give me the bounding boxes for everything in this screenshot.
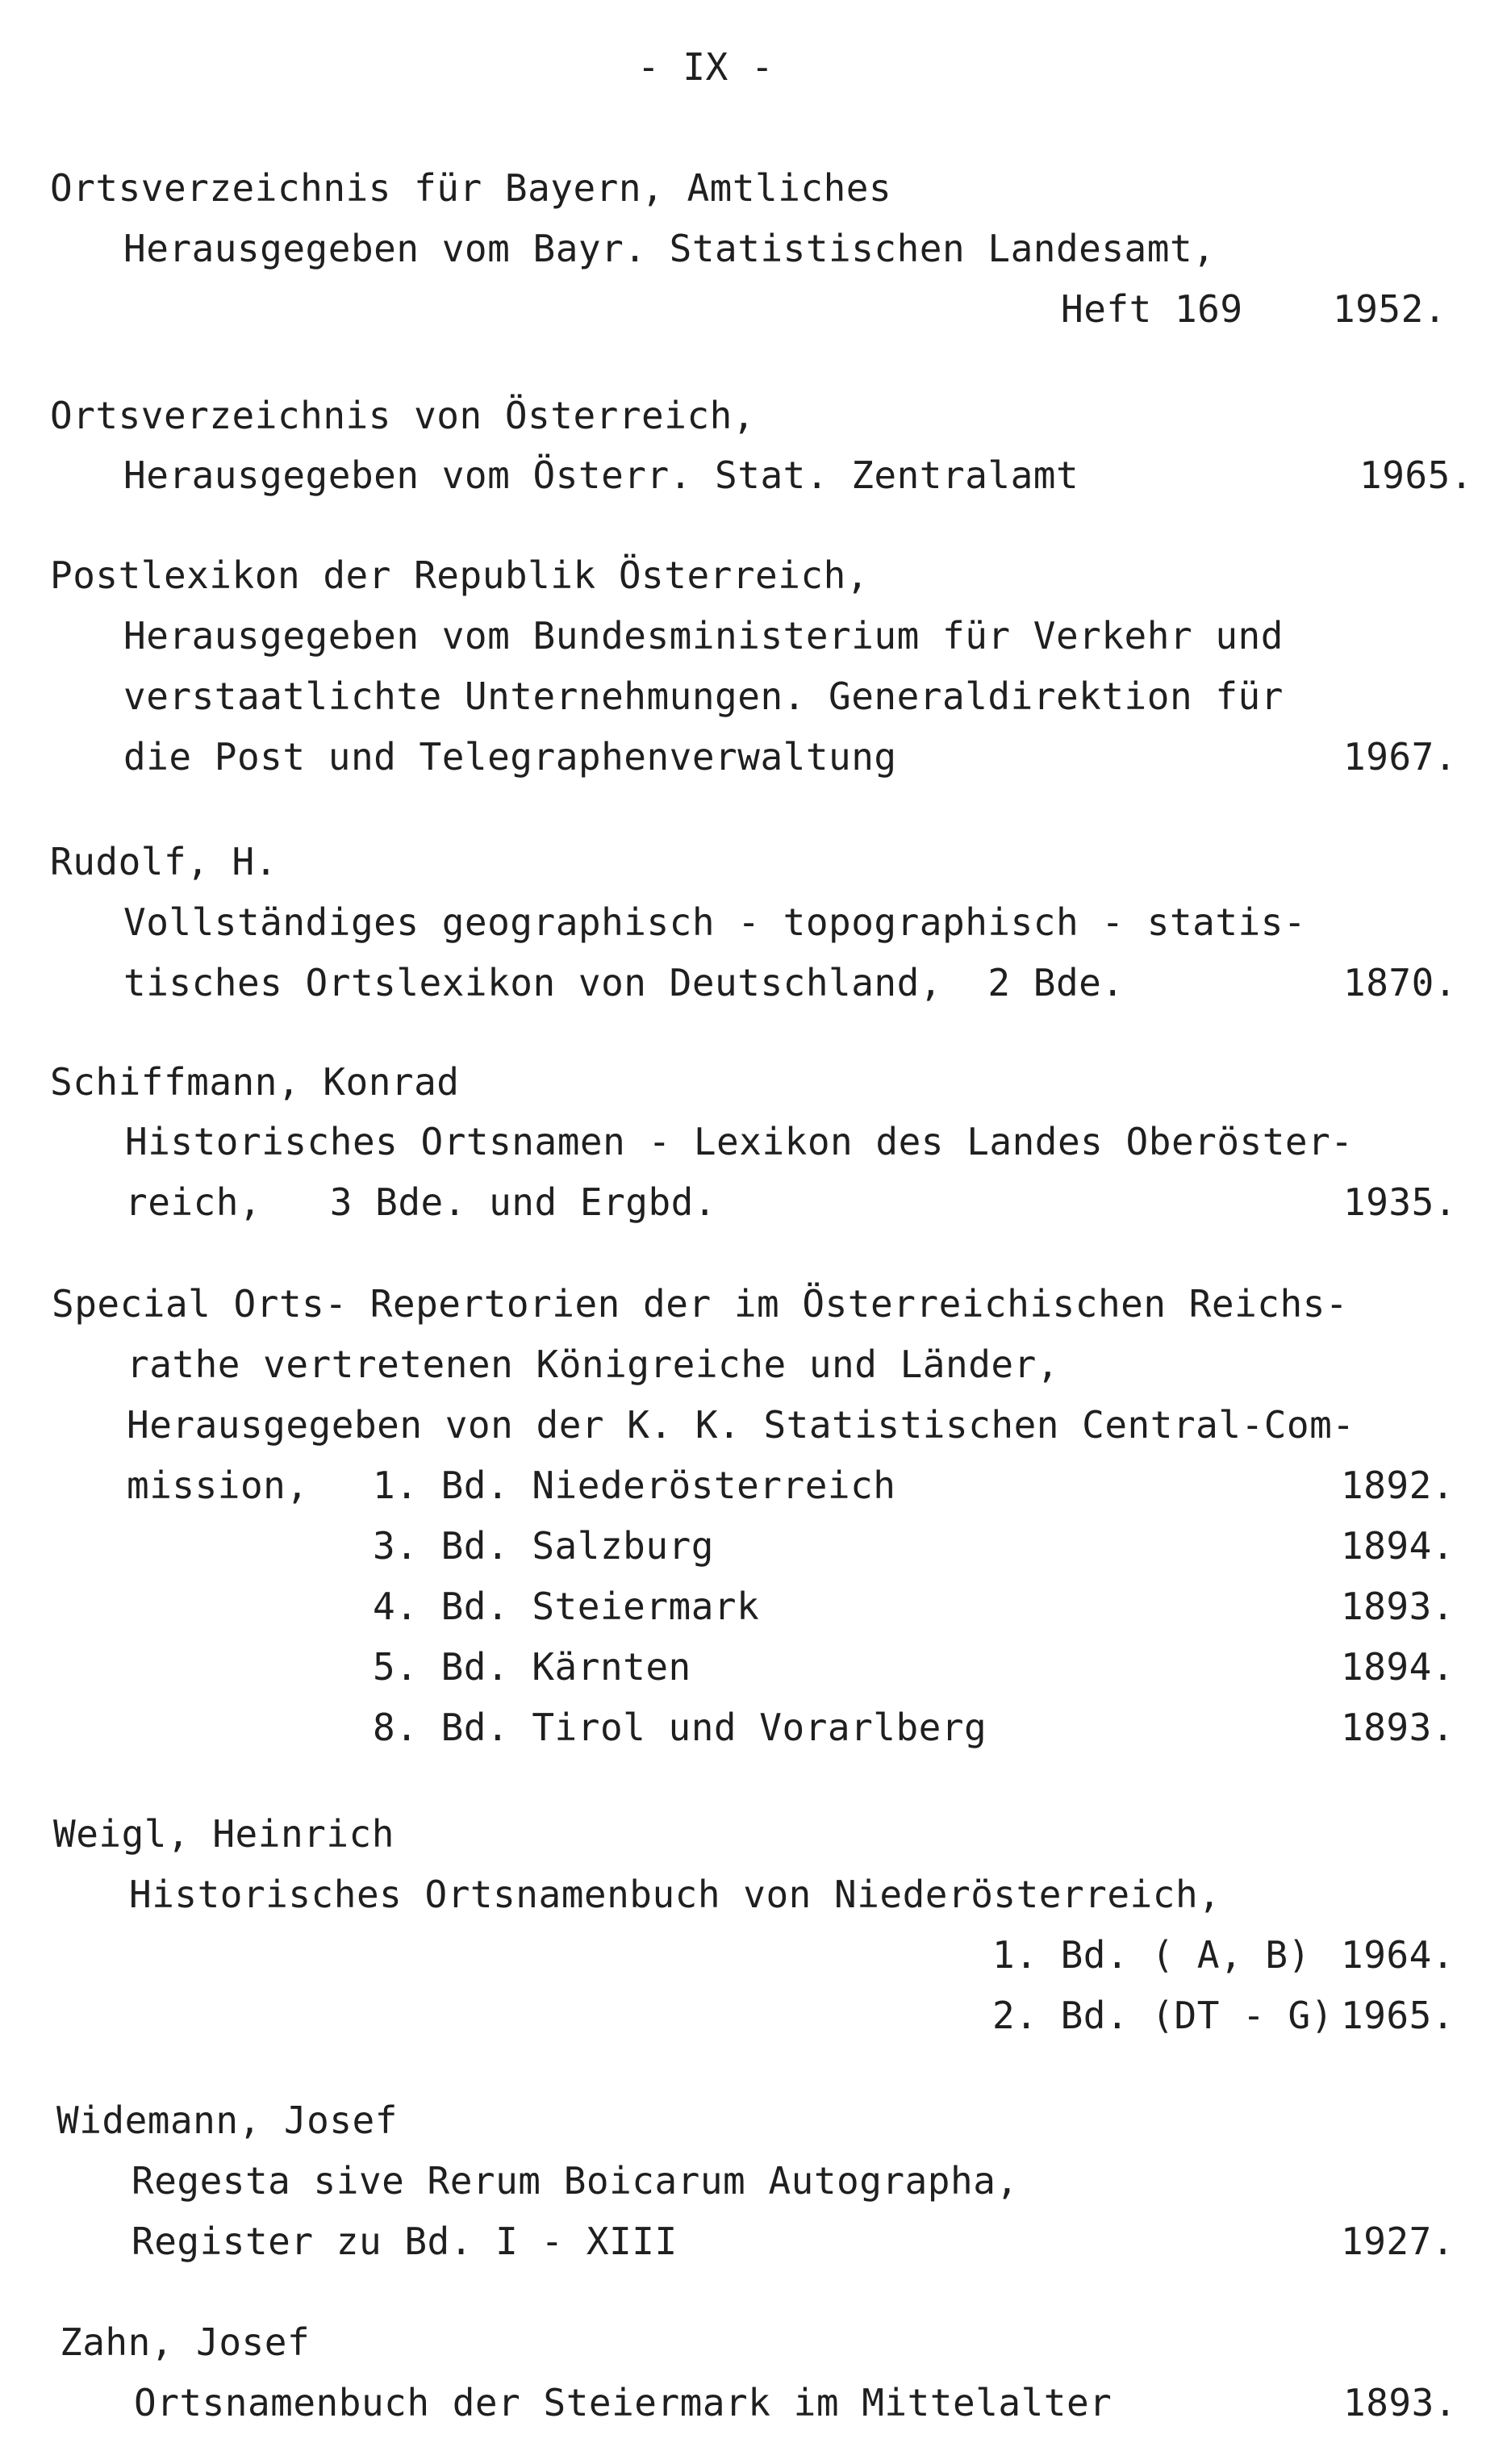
entry-heading: Schiffmann, Konrad xyxy=(50,1060,460,1104)
entry-heading: Rudolf, H. xyxy=(50,840,278,883)
volume-year: 1893. xyxy=(1341,1706,1455,1749)
volume-label: 8. Bd. Tirol und Vorarlberg xyxy=(373,1706,987,1749)
volume-label: 1. Bd. Niederösterreich xyxy=(373,1464,896,1507)
volume-label: 5. Bd. Kärnten xyxy=(373,1645,691,1689)
volume-label: 3. Bd. Salzburg xyxy=(373,1524,714,1568)
volume-year: 1965. xyxy=(1341,1994,1455,2037)
volume-label: 4. Bd. Steiermark xyxy=(373,1585,760,1628)
volume-label: 1. Bd. ( A, B) xyxy=(992,1933,1311,1977)
entry-line: mission, xyxy=(127,1464,309,1507)
entry-line: Register zu Bd. I - XIII xyxy=(131,2220,678,2263)
entry-volume: Heft 169 xyxy=(1061,287,1243,331)
entry-line: Herausgegeben vom Österr. Stat. Zentralamt xyxy=(123,453,1079,497)
page-number: - IX - xyxy=(637,45,774,89)
entry-heading: Widemann, Josef xyxy=(56,2099,398,2142)
entry-year: 1965. xyxy=(1359,453,1473,497)
volume-year: 1893. xyxy=(1341,1585,1455,1628)
entry-line: rathe vertretenen Königreiche und Länder, xyxy=(127,1343,1059,1386)
volume-year: 1964. xyxy=(1341,1933,1455,1977)
entry-line: Historisches Ortsnamenbuch von Niederösterreich, xyxy=(129,1873,1221,1916)
entry-line: reich, 3 Bde. und Ergbd. xyxy=(125,1180,717,1224)
entry-heading: Zahn, Josef xyxy=(60,2320,311,2364)
entry-year: 1952. xyxy=(1333,287,1446,331)
volume-year: 1894. xyxy=(1341,1645,1455,1689)
entry-year: 1935. xyxy=(1343,1180,1457,1224)
entry-line: verstaatlichte Unternehmungen. Generaldirektion für xyxy=(123,674,1284,718)
entry-year: 1893. xyxy=(1343,2381,1457,2424)
entry-line: Ortsnamenbuch der Steiermark im Mittelalter xyxy=(134,2381,1113,2424)
entry-line: Herausgegeben vom Bayr. Statistischen Landesamt, xyxy=(123,227,1216,270)
volume-year: 1894. xyxy=(1341,1524,1455,1568)
volume-label: 2. Bd. (DT - G) xyxy=(992,1994,1334,2037)
entry-line: die Post und Telegraphenverwaltung xyxy=(123,735,897,779)
entry-line: Herausgegeben von der K. K. Statistischen Central-Com- xyxy=(127,1403,1355,1447)
entry-heading: Weigl, Heinrich xyxy=(53,1812,394,1856)
entry-heading: Postlexikon der Republik Österreich, xyxy=(50,553,869,597)
entry-year: 1927. xyxy=(1341,2220,1455,2263)
entry-line: Regesta sive Rerum Boicarum Autographa, xyxy=(131,2159,1019,2203)
entry-heading: Special Orts- Repertorien der im Österreichischen Reichs- xyxy=(52,1282,1349,1326)
volume-year: 1892. xyxy=(1341,1464,1455,1507)
entry-line: tisches Ortslexikon von Deutschland, 2 Bde. xyxy=(123,961,1125,1004)
entry-year: 1967. xyxy=(1343,735,1457,779)
entry-line: Herausgegeben vom Bundesministerium für Verkehr und xyxy=(123,614,1284,658)
entry-year: 1870. xyxy=(1343,961,1457,1004)
entry-heading: Ortsverzeichnis von Österreich, xyxy=(50,394,756,437)
entry-line: Historisches Ortsnamen - Lexikon des Landes Oberöster- xyxy=(125,1120,1354,1163)
entry-line: Vollständiges geographisch - topographisch - statis- xyxy=(123,900,1307,944)
entry-heading: Ortsverzeichnis für Bayern, Amtliches xyxy=(50,166,892,210)
